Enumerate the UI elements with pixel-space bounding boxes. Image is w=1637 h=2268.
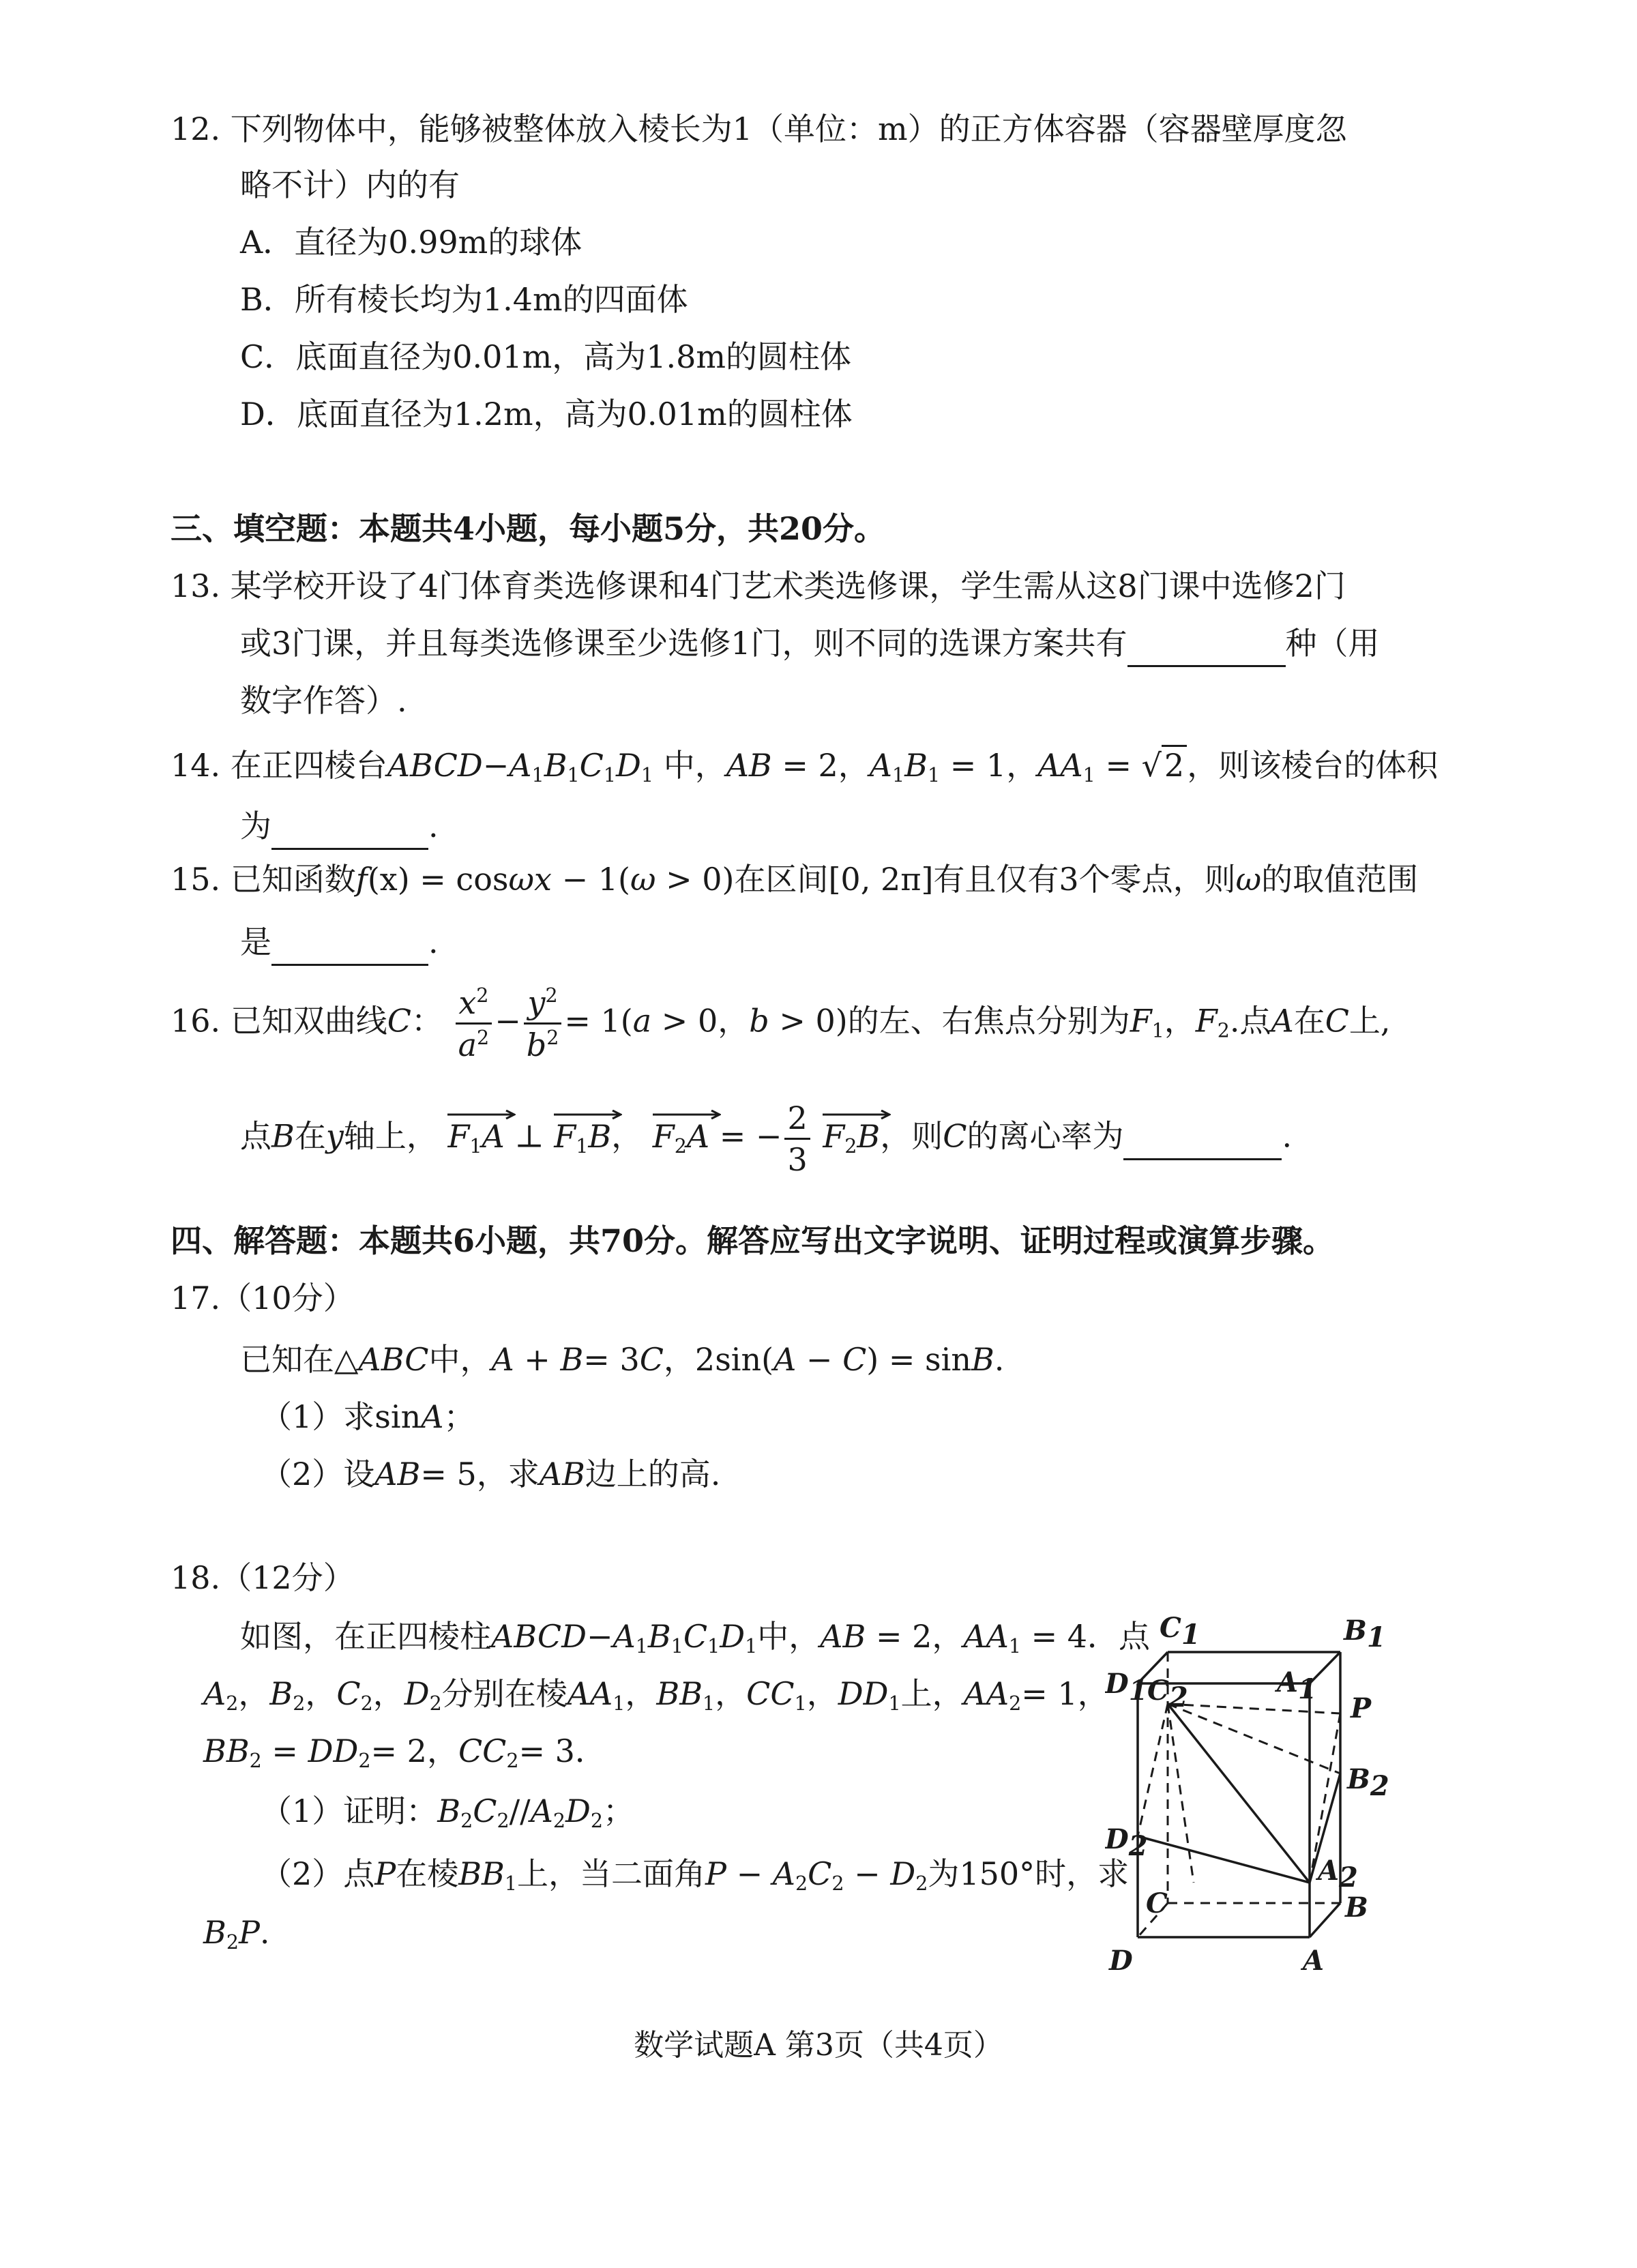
q14-aa1-sub: 1	[1082, 763, 1095, 786]
q18-l1-A1-sub: 1	[635, 1634, 648, 1658]
q18-l1c: −	[586, 1618, 613, 1655]
vector-arrow-icon	[447, 1110, 516, 1119]
q14-pre: 在正四棱台	[230, 747, 387, 784]
q16-frac-a2	[456, 1022, 492, 1064]
q15-mid: − 1(	[551, 861, 630, 898]
q13-line3: 数字作答）.	[240, 682, 407, 719]
q16-vec-F2B-B: B	[857, 1117, 881, 1155]
q18-l2-D2: D	[404, 1675, 430, 1712]
q12-option-a: A．直径为0.99m的球体	[240, 224, 582, 261]
q14-comma2: ，	[1006, 747, 1038, 784]
section4-title: 四、解答题：本题共6小题，共70分。解答应写出文字说明、证明过程或演算步骤。	[171, 1222, 1335, 1259]
q16-onC: 在	[1293, 1002, 1325, 1040]
q15-fx: (x) = cos	[367, 861, 509, 898]
q17-s2a: （2）设	[261, 1456, 375, 1492]
q18-line3	[203, 1733, 606, 1773]
q18-sub2-line2	[203, 1914, 270, 1954]
q14-a1b1-a: A	[869, 747, 893, 784]
q16-x-exp: 2	[476, 984, 489, 1007]
q18-l1e: AB	[820, 1618, 866, 1655]
q18-s3-period: .	[259, 1914, 270, 1951]
q15-cond: > 0)	[655, 861, 735, 898]
q18-l3-BB2-B: B	[203, 1733, 226, 1769]
q18-l2-AA2-A2: A	[986, 1675, 1009, 1712]
q18-s2d: 上，当二面角	[517, 1855, 706, 1892]
q12-stem-line2: 略不计）内的有	[240, 166, 460, 203]
q14-dash: −	[482, 747, 510, 784]
q18-l3-CC2-C2: C	[482, 1733, 507, 1769]
q18-s2-BB1-sub: 1	[504, 1872, 518, 1895]
q12-stem-text: 下列物体中，能够被整体放入棱长为1（单位：m）的正方体容器（容器壁厚度忽	[230, 111, 1347, 147]
q16-cond-b: b	[749, 1002, 769, 1040]
q15-omega-cond: ω	[630, 861, 656, 898]
q16-F1: F	[1130, 1002, 1152, 1040]
q18-l2-C2: C	[336, 1675, 361, 1712]
q14-b1-label: B	[544, 747, 567, 784]
vector-arrow-icon	[823, 1110, 891, 1119]
q14-a1-sub: 1	[531, 763, 544, 786]
label-c: C	[1146, 1887, 1168, 1919]
q18-l3-BB2-B2: B	[226, 1733, 250, 1769]
q16-line2a: 点	[240, 1117, 271, 1155]
q16-C: C	[387, 1002, 411, 1040]
q18-l2-A2: A	[203, 1675, 226, 1712]
q18-sub1	[261, 1793, 634, 1833]
q17-l1d: = 3	[583, 1341, 640, 1378]
q16-frac-den: 3	[784, 1138, 810, 1175]
q16-colon: ：	[411, 1002, 443, 1040]
q18-l2-AA1-A: A	[567, 1675, 590, 1712]
q14-sqrt-radicand: 2	[1162, 745, 1187, 784]
q16-gt0: > 0，	[651, 1002, 750, 1040]
q18-l2-D2-sub: 2	[429, 1692, 442, 1715]
q15-line2-text: 是	[240, 924, 271, 960]
q16-dot: .	[1229, 1002, 1240, 1040]
label-c1: C1	[1160, 1612, 1200, 1651]
q18-l2-B2-sub: 2	[293, 1692, 306, 1715]
q14-sqrt2	[1142, 745, 1188, 784]
q18-s1-A2: A	[530, 1793, 553, 1829]
q18-l1g-sub: 1	[1008, 1634, 1021, 1658]
q18-s2c: 在棱	[396, 1855, 459, 1892]
q16-pointA: 点	[1239, 1002, 1271, 1040]
q15-omega-post: ω	[1235, 861, 1262, 898]
q18-s3-B2-sub: 2	[226, 1930, 239, 1954]
q18-l2-AA1-A2: A	[590, 1675, 613, 1712]
label-a2: A2	[1318, 1855, 1358, 1894]
q17-header: 17.（10分）	[171, 1280, 355, 1316]
q18-s2-A2-sub: 2	[795, 1872, 808, 1895]
q18-l3-CC2-C: C	[458, 1733, 483, 1769]
q17-s1a: （1）求sin	[261, 1398, 422, 1435]
q15-x: x	[534, 861, 552, 898]
q16-C-again: C	[1325, 1002, 1349, 1040]
q16-vec-F1B-sub: 1	[576, 1134, 589, 1158]
q18-l2-sep4: ，	[625, 1675, 657, 1712]
q16-A: A	[1271, 1002, 1294, 1040]
q18-l2b: 上，	[900, 1675, 964, 1712]
q16-eq1: = 1(	[564, 1002, 633, 1040]
q16-sep2: ，	[611, 1117, 643, 1155]
q16-frac-x2a2	[456, 984, 492, 1064]
q14-eq: =	[1105, 747, 1132, 784]
q18-s2-BB1-B2: B	[482, 1855, 505, 1892]
q18-l1-B1-sub: 1	[670, 1634, 683, 1658]
q16-vec-F2A	[653, 1113, 709, 1158]
hidden-segment-c2d2	[1138, 1704, 1168, 1836]
q18-s3-B2: B	[203, 1914, 226, 1951]
q16-vec-F1A-F: F	[447, 1117, 470, 1155]
q13-line1	[171, 568, 1346, 605]
q18-l2-sep1: ，	[238, 1675, 270, 1712]
q15-answer-blank[interactable]	[271, 926, 428, 966]
q18-l2a: 分别在棱	[441, 1675, 567, 1712]
q18-l2-sep3: ，	[372, 1675, 404, 1712]
q14-eq2: = 2	[782, 747, 838, 784]
label-d2: D2	[1105, 1823, 1148, 1862]
q18-s1b: //	[509, 1793, 531, 1829]
q16-frac-23	[784, 1100, 810, 1178]
q15-line2	[240, 924, 439, 966]
q16-frac-y2	[525, 986, 560, 1022]
segment-d2a2	[1138, 1836, 1310, 1883]
q14-sqrt-sign: √	[1141, 747, 1162, 784]
q12-option-c: C．底面直径为0.01m，高为1.8m的圆柱体	[240, 338, 852, 375]
q18-s1-C2: C	[473, 1793, 497, 1829]
q15-f: f	[355, 861, 368, 898]
q18-l3-DD2-D2: D	[333, 1733, 359, 1769]
q16-pre: 已知双曲线	[230, 1002, 387, 1040]
q18-l2-CC1-C: C	[746, 1675, 771, 1712]
q14-number: 14.	[171, 747, 221, 784]
q16-ecc1: ，则	[880, 1117, 943, 1155]
q16-yaxis: 在	[294, 1117, 326, 1155]
q16-vec-F1B-F: F	[554, 1117, 576, 1155]
q14-d1-sub: 1	[640, 763, 654, 786]
q18-l1-D1-sub: 1	[745, 1634, 758, 1658]
q17-s2e: 边上的高.	[585, 1456, 721, 1492]
q18-s1-D2: D	[565, 1793, 591, 1829]
q18-l2-A2-sub: 2	[226, 1692, 239, 1715]
q16-F2: F	[1195, 1002, 1218, 1040]
q18-l2-AA2-sub: 2	[1009, 1692, 1022, 1715]
q15-post: 的取值范围	[1261, 861, 1419, 898]
q16-F1-sub: 1	[1151, 1019, 1164, 1042]
q14-line2	[240, 808, 439, 850]
q17-l1h: ) = sin	[866, 1341, 971, 1378]
q16-B: B	[271, 1117, 295, 1155]
q18-s2-P: P	[705, 1855, 726, 1892]
q16-vec-F2B-F: F	[823, 1117, 845, 1155]
q18-sub2	[261, 1855, 1129, 1896]
q18-s2-BB1-B: B	[458, 1855, 482, 1892]
q16-vec-F1A-A: A	[482, 1117, 505, 1155]
q18-s1c: ；	[603, 1793, 635, 1829]
edge-ab	[1310, 1903, 1340, 1937]
q17-s2b: AB	[374, 1456, 421, 1492]
q18-l1f: = 2，	[875, 1618, 964, 1655]
q18-l1b: ABCD	[491, 1618, 587, 1655]
q14-comma1: ，	[838, 747, 870, 784]
q18-s1-D2-sub: 2	[590, 1809, 604, 1832]
q12-stem-line1	[171, 111, 1347, 148]
q16-x: x	[458, 984, 477, 1022]
q14-period: .	[428, 808, 439, 844]
q14-answer-blank[interactable]	[271, 810, 428, 850]
q18-s1a: （1）证明：	[261, 1793, 438, 1829]
vector-arrow-icon	[554, 1110, 622, 1119]
q18-l2-AA1-sub: 1	[613, 1692, 625, 1715]
hidden-segment-c2b2	[1168, 1704, 1340, 1773]
q16-yaxis2: 轴上，	[343, 1117, 438, 1155]
q14-c1-label: C	[579, 747, 604, 784]
q17-s2d: AB	[539, 1456, 585, 1492]
q15-line1	[171, 861, 1418, 898]
q17-l1e: C	[639, 1341, 664, 1378]
q16-vec-F1A	[447, 1113, 504, 1158]
q18-l2-sep2: ，	[305, 1675, 337, 1712]
q16-eq: = −	[719, 1117, 782, 1155]
q18-l2-CC1-C2: C	[770, 1675, 795, 1712]
q16-cond-a: a	[632, 1002, 652, 1040]
q18-line2	[203, 1675, 1109, 1715]
q16-period: .	[1282, 1117, 1293, 1155]
q18-l3-DD2-sub: 2	[358, 1749, 371, 1772]
q16-sep: ，	[1164, 1002, 1196, 1040]
q18-l2-DD1-sub: 1	[888, 1692, 901, 1715]
q12-option-b: B．所有棱长均为1.4m的四面体	[240, 281, 688, 318]
q18-l1-C1: C	[683, 1618, 708, 1655]
q16-frac-x2	[456, 986, 491, 1022]
label-b1: B1	[1344, 1615, 1386, 1653]
q15-number: 15.	[171, 861, 221, 898]
q18-s2-A2: A	[772, 1855, 795, 1892]
q18-l3-eq: =	[261, 1733, 308, 1769]
q14-a1b1-b: B	[904, 747, 928, 784]
q17-abc: ABC	[358, 1341, 429, 1378]
label-b: B	[1345, 1891, 1368, 1924]
q14-ab: AB	[726, 747, 772, 784]
label-p: P	[1351, 1692, 1372, 1724]
q18-l3a: = 2，	[370, 1733, 458, 1769]
q16-gt0b: > 0)	[769, 1002, 848, 1040]
q18-l1-C1-sub: 1	[707, 1634, 720, 1658]
q12-option-d: D．底面直径为1.2m，高为0.01m的圆柱体	[240, 396, 853, 432]
q18-l2c: = 1，	[1021, 1675, 1109, 1712]
q14-solid-base: ABCD	[387, 747, 483, 784]
q17-period: .	[994, 1341, 1005, 1378]
q18-l1a: 如图，在正四棱柱	[240, 1618, 491, 1655]
q17-l1a: 已知在△	[240, 1341, 359, 1378]
q14-b1-sub: 1	[567, 763, 580, 786]
q16-vec-F2B	[823, 1113, 880, 1158]
q18-s2-d2: −	[844, 1855, 891, 1892]
q18-l1d: 中，	[757, 1618, 821, 1655]
q16-b-exp: 2	[546, 1027, 559, 1050]
q16-frac-num: 2	[787, 1100, 808, 1136]
q16-yvar: y	[325, 1117, 344, 1155]
q16-line2	[240, 1100, 1293, 1178]
q16-vec-F2B-sub: 2	[844, 1134, 857, 1158]
q17-line1	[240, 1341, 1004, 1379]
q16-a-exp: 2	[477, 1027, 490, 1050]
q17-sub2	[261, 1456, 720, 1493]
q16-perp: ⊥	[514, 1117, 544, 1155]
q16-vec-F1A-sub: 1	[469, 1134, 482, 1158]
q15-range: 在区间[0, 2π]有且仅有3个零点，则	[734, 861, 1236, 898]
q18-s2a: （2）点	[261, 1855, 375, 1892]
q16-post1: 的左、右焦点分别为	[847, 1002, 1130, 1040]
q14-eq1: = 1	[949, 747, 1007, 784]
q13-line2	[240, 625, 1380, 667]
q18-l2-sep5: ，	[715, 1675, 747, 1712]
q16-frac-y2b2	[524, 984, 562, 1064]
q16-minus: −	[495, 1002, 521, 1040]
vector-arrow-icon	[653, 1110, 721, 1119]
q14-d1-label: D	[616, 747, 641, 784]
q17-s1b: A	[421, 1398, 444, 1435]
q12-number: 12.	[171, 111, 221, 147]
q18-l1-B1: B	[647, 1618, 671, 1655]
q18-s2b: P	[374, 1855, 396, 1892]
q18-l2-C2-sub: 2	[360, 1692, 373, 1715]
label-d1: D1	[1105, 1668, 1148, 1707]
q18-l3-DD2-D: D	[308, 1733, 334, 1769]
q14-line1	[171, 745, 1438, 787]
hidden-segment-c2p	[1168, 1704, 1340, 1713]
q18-l3-BB2-sub: 2	[249, 1749, 262, 1772]
label-a1: A1	[1277, 1666, 1317, 1705]
q16-number: 16.	[171, 1002, 221, 1040]
q18-l2-AA2-A: A	[963, 1675, 986, 1712]
q16-on: 上,	[1348, 1002, 1391, 1040]
q18-l2-B2: B	[269, 1675, 293, 1712]
q16-F2-sub: 2	[1217, 1019, 1230, 1042]
q18-s1-B2: B	[437, 1793, 461, 1829]
q18-l1-A1: A	[613, 1618, 636, 1655]
q13-number: 13.	[171, 568, 221, 604]
q16-ecc2: 的离心率为	[967, 1117, 1124, 1155]
q14-a1b1-b-sub: 1	[927, 763, 941, 786]
q18-s1-A2-sub: 2	[552, 1809, 565, 1832]
q16-vec-F2A-sub: 2	[674, 1134, 687, 1158]
q18-l2-BB1-B: B	[656, 1675, 680, 1712]
q15-period: .	[428, 924, 439, 960]
q16-frac-b2	[524, 1022, 562, 1064]
q18-l3-CC2-sub: 2	[506, 1749, 519, 1772]
q16-vec-F1B-B: B	[588, 1117, 612, 1155]
q13-line2-tail: 种（用	[1285, 625, 1380, 662]
q18-s2-d1: −	[726, 1855, 773, 1892]
q18-line1	[240, 1618, 1150, 1658]
q16-ecc-C: C	[943, 1117, 967, 1155]
q18-s1-B2-sub: 2	[460, 1809, 473, 1832]
label-a: A	[1303, 1945, 1325, 1977]
q18-l2-sep6: ，	[806, 1675, 838, 1712]
q15-omega: ω	[508, 861, 535, 898]
q13-line1-text: 某学校开设了4门体育类选修课和4门艺术类选修课，学生需从这8门课中选修2门	[230, 568, 1346, 604]
q18-l2-DD1-D: D	[838, 1675, 864, 1712]
q14-in: 中，	[663, 747, 726, 784]
page-footer: 数学试题A 第3页（共4页）	[634, 2028, 1003, 2063]
q13-answer-blank[interactable]	[1127, 628, 1286, 667]
q16-vec-F2A-A: A	[686, 1117, 710, 1155]
label-c2: C2	[1147, 1675, 1188, 1713]
q18-l1h: = 4．点	[1031, 1618, 1151, 1655]
q17-l1g: A − C	[773, 1341, 867, 1378]
q16-answer-blank[interactable]	[1123, 1121, 1282, 1160]
q14-line2-text: 为	[240, 808, 271, 844]
q16-b: b	[526, 1027, 547, 1064]
prism-diagram	[1105, 1596, 1426, 1999]
q16-vec-F1B	[554, 1113, 611, 1158]
q18-s3-P: P	[238, 1914, 260, 1951]
q14-aa1: AA	[1037, 747, 1083, 784]
q17-l1i: B	[971, 1341, 994, 1378]
q18-s2-C2: C	[808, 1855, 832, 1892]
q18-s2e: 为150°时，求	[928, 1855, 1130, 1892]
q15-pre: 已知函数	[230, 861, 356, 898]
q17-l1b: 中，	[428, 1341, 492, 1378]
q18-header: 18.（12分）	[171, 1559, 355, 1596]
q18-l1-D1: D	[720, 1618, 746, 1655]
q18-l2-DD1-D2: D	[863, 1675, 889, 1712]
q14-post: ，则该棱台的体积	[1187, 747, 1439, 784]
q17-sub1	[261, 1398, 475, 1436]
q18-l1g: AA	[963, 1618, 1009, 1655]
q16-y-exp: 2	[545, 984, 558, 1007]
q14-a1b1-a-sub: 1	[892, 763, 905, 786]
q18-l2-CC1-sub: 1	[794, 1692, 807, 1715]
q14-a1-label: A	[509, 747, 532, 784]
q17-l1f: ，2sin(	[663, 1341, 774, 1378]
q18-l2-BB1-B2: B	[679, 1675, 703, 1712]
q18-s2-D2-sub: 2	[915, 1872, 928, 1895]
q16-y: y	[527, 984, 546, 1022]
label-d: D	[1109, 1945, 1133, 1977]
q18-s2-D2: D	[890, 1855, 916, 1892]
q18-l2-BB1-sub: 1	[703, 1692, 716, 1715]
section3-title: 三、填空题：本题共4小题，每小题5分，共20分。	[171, 510, 886, 547]
q16-vec-F2A-F: F	[652, 1117, 675, 1155]
label-b2: B2	[1347, 1763, 1389, 1802]
q18-s1-C2-sub: 2	[497, 1809, 510, 1832]
q14-c1-sub: 1	[603, 763, 617, 786]
q16-line1	[171, 984, 1391, 1064]
q17-l1c: A + B	[491, 1341, 584, 1378]
q18-s2-C2-sub: 2	[831, 1872, 844, 1895]
q18-l3b: = 3．	[518, 1733, 606, 1769]
q17-s2c: = 5，求	[420, 1456, 540, 1492]
q17-s1c: ；	[443, 1398, 475, 1435]
q13-line2-text: 或3门课，并且每类选修课至少选修1门，则不同的选课方案共有	[240, 625, 1127, 662]
q16-a: a	[458, 1027, 477, 1064]
